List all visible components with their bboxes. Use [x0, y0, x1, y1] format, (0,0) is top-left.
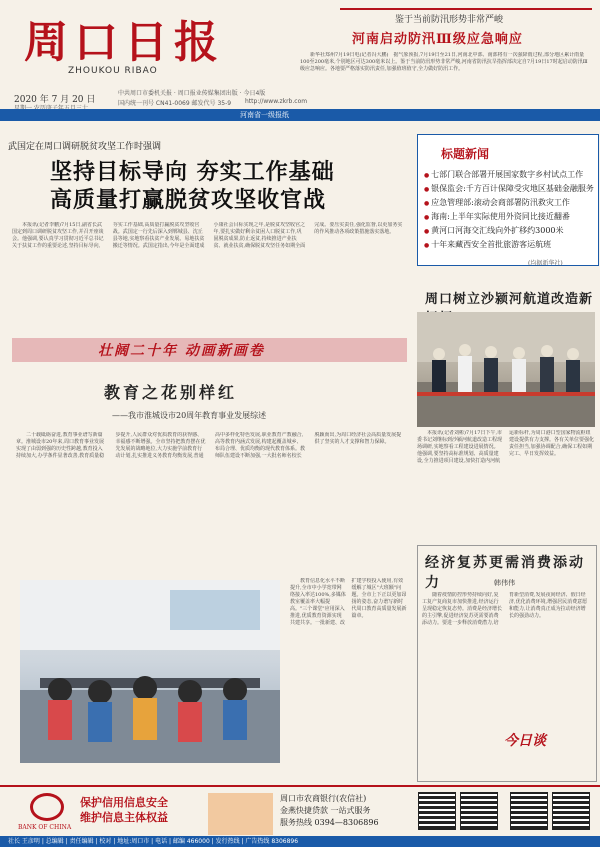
headline-news-source: (均据新华社): [528, 260, 563, 267]
masthead-pinyin: ZHOUKOU RIBAO: [68, 66, 158, 76]
feature-body-cont: 教育信息化水平不断提升,全市中小学宽带网络接入率达100%,多媒体教室覆盖率大幅提高。"三个课堂"应用深入推进,优质教育资源实现共建共享。一批新建、改扩建学校投入使用,有效缓解了城区"大班额"问题。全市上下正以更加昂扬的姿态,奋力谱写新时代周口教育高质量发展新篇章。: [290, 578, 407, 626]
issue-info: 中共周口市委机关报 · 周口报业传媒集团出版 · 今日4版: [118, 90, 266, 97]
masthead-title: 周口日报: [24, 17, 224, 68]
top-story-headline: 河南启动防汛Ⅲ级应急响应: [352, 32, 523, 47]
website: http://www.zkrb.com: [245, 98, 308, 105]
ad-image: [208, 793, 273, 835]
bank-name: BANK OF CHINA: [18, 824, 72, 831]
top-story-kicker: 鉴于当前防汛形势非常严峻: [395, 15, 504, 25]
header-rule: [340, 8, 592, 10]
today-tag: 今日谈: [504, 733, 546, 749]
qr-code-icon: [510, 792, 548, 830]
qr-code-icon: [552, 792, 590, 830]
top-story-body: 新华社郑州7月19日电(记者冯大鹏) 据气象预报,7月19日至21日,河南北中部、南部将有一次强降雨过程,部分地区累计雨量100至200毫米,个别地区可达300毫米以上。鉴于当前防汛形势非常严峻,河南省防汛抗旱指挥部决定自7月19日17时起启动防汛Ⅲ级应急响应。各地要严格落实防汛责任,加强值班值守,全力做好防汛工作。: [300, 52, 588, 72]
classroom-illustration: [20, 580, 280, 763]
classroom-photo: [20, 580, 280, 763]
headline-news-item[interactable]: ● 七部门联合部署开展国家数字乡村试点工作: [424, 168, 594, 182]
lead-body: 本报讯(记者李鹏)7月15日,副省长武国定到周口调研脱贫攻坚工作,并召开座谈会。他强调,要认真学习贯彻习近平总书记关于扶贫工作的重要论述,坚持目标导向,夯实工作基础,高质量打赢脱贫攻坚收官战。武国定一行先后深入到郸城县、沈丘县等地,实地察看扶贫产业发展、易地扶贫搬迁等情况。武国定指出,今年是全面建成小康社会目标实现之年,是脱贫攻坚收官之年,要扎实做好剩余贫困人口脱贫工作,巩固脱贫成果,防止返贫,持续推进产业扶贫、就业扶贫,确保脱贫攻坚任务如期全面完成。要压实责任,强化监督,以更加务实的作风推动各项政策措施落实落地。: [12, 222, 403, 249]
qr-code-icon: [460, 792, 498, 830]
headline-news-item[interactable]: ● 海南:上半年实际使用外资同比接近翻番: [424, 210, 594, 224]
feature-banner-text: 壮阔二十年 动画新画卷: [98, 343, 265, 359]
rural-bank-ad: 周口市农商银行(农信社) 金燕快捷贷款 一站式服务 服务热线 0394—8306896: [280, 794, 379, 827]
headline-news-item[interactable]: ● 应急管理部:滚动会商部署防汛救灾工作: [424, 196, 594, 210]
econ-title: 经济复苏更需消费添动力: [425, 555, 585, 591]
footer-text: 社长 王彦明 | 总编辑 | 责任编辑 | 校对 | 地址:周口市 | 电话 | 邮编 466000 | 发行热线 | 广告热线 8306896: [8, 838, 299, 845]
credit-slogan: 保护信用信息安全 维护信息主体权益: [80, 796, 168, 824]
headline-news-item[interactable]: ● 黄河口河海交汇线向外扩移约3000米: [424, 224, 594, 238]
photo-inspection-illustration: [417, 312, 595, 427]
lead-headline: 坚持目标导向 夯实工作基础 高质量打赢脱贫攻坚收官战: [50, 159, 335, 213]
headline-news-title: 标题新闻: [441, 147, 490, 161]
feature-body: 二十载砥砺奋进,教育事业谱写新篇章。淮城设市20年来,周口教育事业发展实现了由弱到强的历史性跨越,教育投入持续加大,办学条件显著改善,教育质量稳步提升,人民群众对优质教育的获得感、幸福感不断增强。全市坚持把教育摆在优先发展的战略地位,大力实施学前教育行动计划,扎实推进义务教育均衡发展,普通高中多样化特色发展,职业教育产教融合,高等教育内涵式发展,构建起覆盖城乡、布局合理、优质均衡的现代教育体系。教师队伍建设不断加强,一大批名师名校长脱颖而出,为周口经济社会高质量发展提供了坚实的人才支撑和智力保障。: [16, 432, 402, 459]
econ-author: 韩伟伟: [494, 579, 515, 587]
qr-code-icon: [418, 792, 456, 830]
cn-code: 国内统一刊号 CN41-0069 邮发代号 35-9: [118, 100, 232, 107]
bank-logo-icon: [30, 793, 64, 821]
ads-rule: [0, 785, 600, 787]
photo-story-title: 周口树立沙颍河航道改造新: [425, 292, 594, 307]
photo-inspection: [417, 312, 595, 427]
press-tag: 河南省一级报纸: [240, 111, 289, 119]
headline-news-item[interactable]: ● 十年来藏西安全首批旅游客运航班: [424, 238, 594, 252]
photo-story-body: 本报讯(记者刘彬)7月17日下午,市委书记刘继标到沙颍河航道改造工程现场调研,实地察看工程建设进展情况。他强调,要坚持高标准规划、高质量建设,全力推进项目建设,加快打造内河航运新标杆,为周口港口型国家物流枢纽建设提供有力支撑。各有关单位要强化责任担当,加强协调配合,确保工程如期完工、早日发挥效益。: [417, 430, 595, 464]
headline-news-item[interactable]: ● 银保监会:千方百计保障受灾地区基础金融服务: [424, 182, 594, 196]
feature-subtitle: ——我市淮城设市20周年教育事业发展综述: [112, 411, 267, 420]
lead-kicker: 武国定在周口调研脱贫攻坚工作时强调: [8, 142, 162, 152]
issue-date: 2020 年 7 月 20 日: [14, 95, 96, 105]
econ-body: 随着疫情防控形势持续向好,复工复产复商复市加快推进,经济运行呈现稳定恢复态势。消费是经济增长的主引擎,促进经济复苏更需要消费添动力。要进一步释放消费潜力,培育新型消费,发展夜间经济、假日经济,优化消费环境,增强居民消费意愿和能力,让消费真正成为拉动经济增长的强劲动力。: [422, 592, 588, 626]
press-bar: [0, 109, 600, 121]
headline-news-list: [424, 168, 594, 252]
feature-title: 教育之花别样红: [104, 383, 238, 402]
footer-bar: [0, 836, 600, 847]
